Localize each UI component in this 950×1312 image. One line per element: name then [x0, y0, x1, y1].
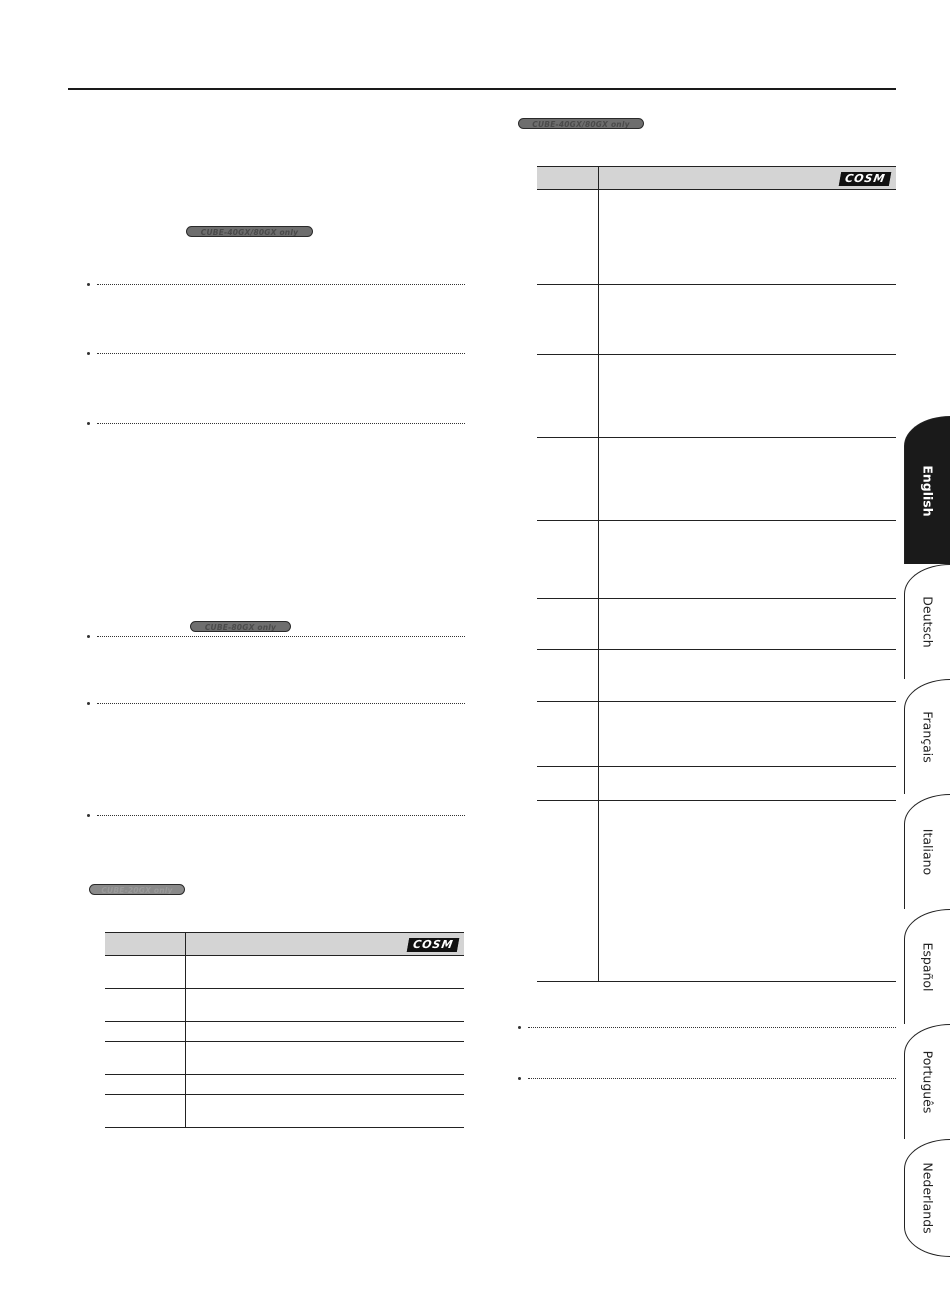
dotted-leader [97, 636, 465, 637]
tab-label: Deutsch [920, 596, 935, 648]
table-header-cell [537, 167, 599, 190]
tab-nederlands[interactable] [904, 1139, 950, 1257]
table-row [537, 190, 896, 285]
table-header-cell [186, 933, 465, 956]
amp-type-table-left [105, 932, 464, 1128]
amp-type-table-right [537, 166, 896, 982]
tab-label: Español [920, 942, 935, 992]
tab-label: Français [920, 711, 935, 763]
table-row [537, 801, 896, 982]
tab-portugues[interactable] [904, 1024, 950, 1139]
model-badge-40gx-80gx-right: CUBE-40GX/80GX only [518, 118, 644, 129]
tab-label: Italiano [920, 828, 935, 876]
tab-italiano[interactable] [904, 794, 950, 909]
table-row [537, 702, 896, 767]
dotted-leader [97, 815, 465, 816]
bullet-mark [87, 814, 90, 817]
table-row [537, 599, 896, 650]
tab-label: Português [920, 1050, 935, 1114]
cosm-logo: COSM [838, 172, 891, 186]
table-row [105, 989, 464, 1022]
dotted-leader [97, 353, 465, 354]
table-row [537, 521, 896, 599]
dotted-leader [528, 1078, 896, 1079]
table-row [537, 767, 896, 801]
tab-label: Nederlands [920, 1162, 935, 1234]
table-row [105, 1075, 464, 1095]
tab-francais[interactable] [904, 679, 950, 794]
bullet-mark [87, 283, 90, 286]
model-badge-40gx-80gx: CUBE-40GX/80GX only [186, 226, 313, 237]
table-row [105, 1095, 464, 1128]
bullet-mark [518, 1077, 521, 1080]
bullet-mark [518, 1026, 521, 1029]
table-row [537, 650, 896, 702]
model-badge-20gx: CUBE-20GX only [89, 884, 185, 895]
table-header-cell [599, 167, 897, 190]
header-rule [68, 88, 896, 90]
tab-deutsch[interactable] [904, 564, 950, 679]
table-row [105, 1042, 464, 1075]
dotted-leader [97, 284, 465, 285]
table-row [105, 1022, 464, 1042]
table-header-cell [105, 933, 186, 956]
dotted-leader [528, 1027, 896, 1028]
tab-label: English [920, 464, 935, 517]
bullet-mark [87, 422, 90, 425]
bullet-mark [87, 352, 90, 355]
table-row [537, 438, 896, 521]
table-row [537, 285, 896, 355]
table-row [105, 956, 464, 989]
table-row [537, 355, 896, 438]
tab-english[interactable] [904, 416, 950, 564]
bullet-mark [87, 635, 90, 638]
dotted-leader [97, 423, 465, 424]
cosm-logo: COSM [406, 938, 459, 952]
dotted-leader [97, 703, 465, 704]
model-badge-80gx: CUBE-80GX only [190, 621, 291, 632]
bullet-mark [87, 702, 90, 705]
tab-espanol[interactable] [904, 909, 950, 1024]
